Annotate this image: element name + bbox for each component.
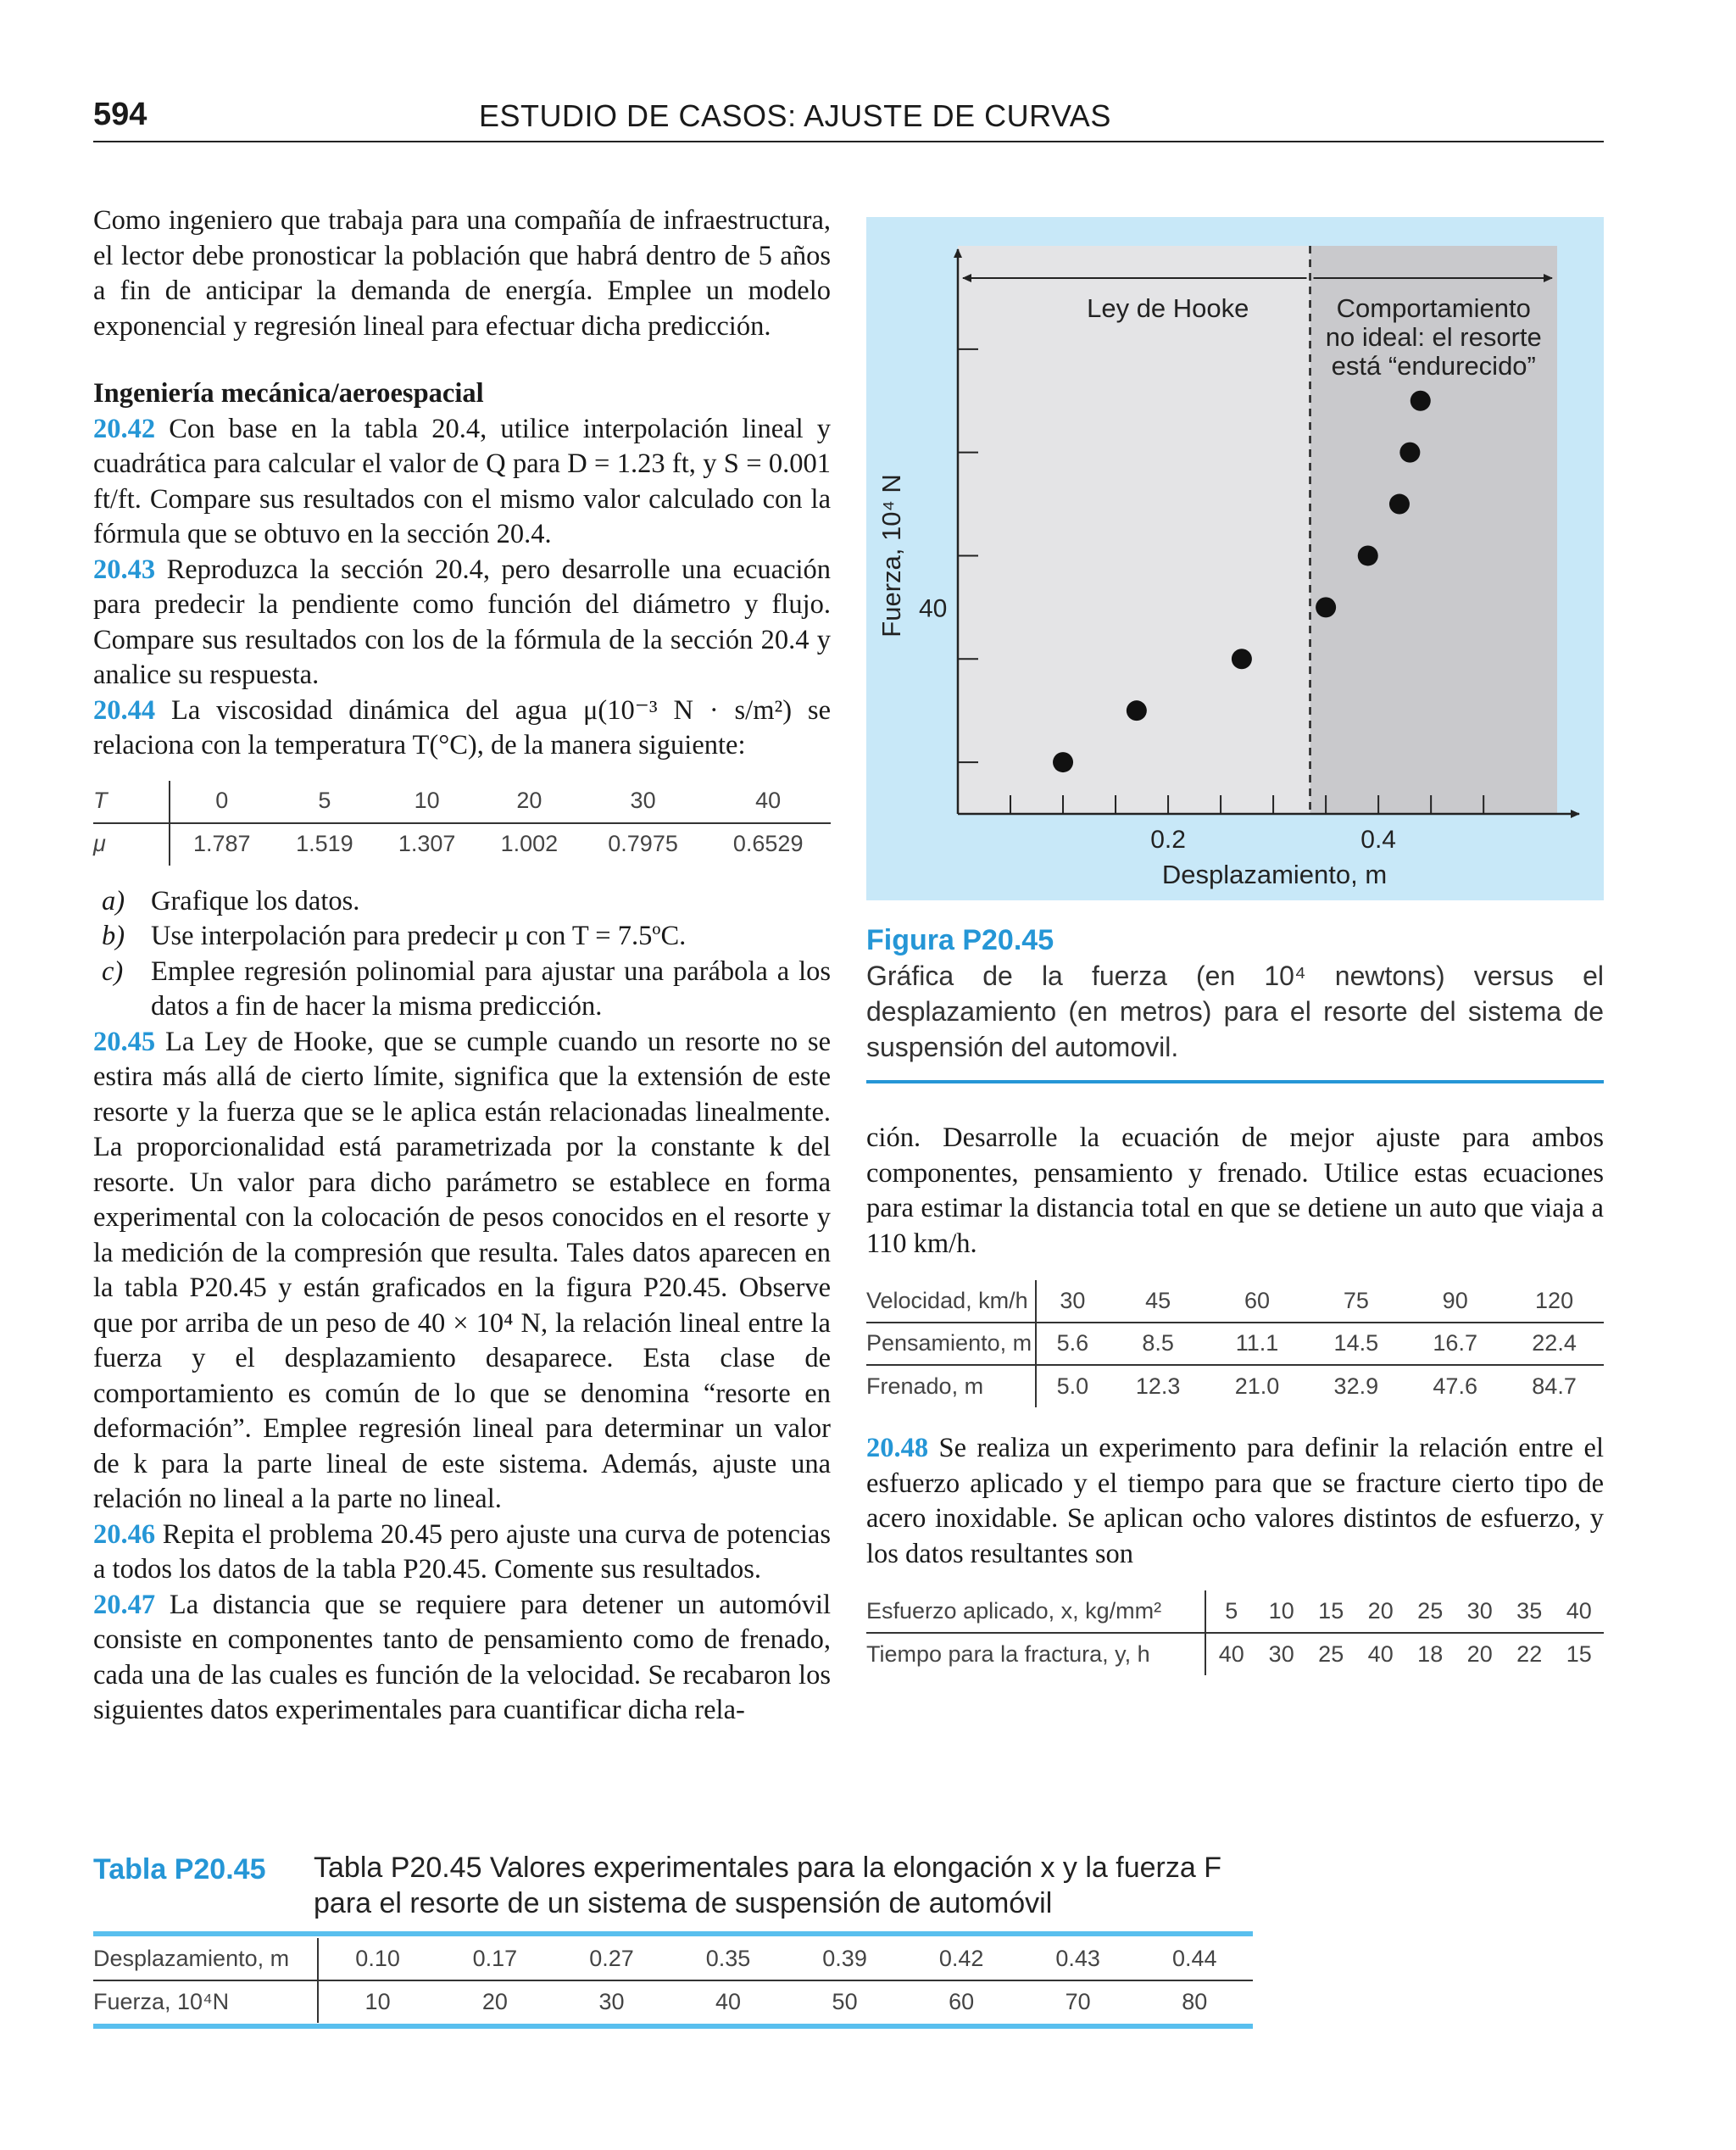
- table-cell: 40: [715, 1989, 742, 2014]
- table-row: [866, 1633, 1604, 1675]
- problem-20-47: [93, 1588, 831, 1729]
- figure-divider: [866, 1080, 1604, 1083]
- problem-number: 20.48: [866, 1433, 929, 1463]
- table-top-rule: [93, 1931, 1253, 1936]
- y-axis-label: Fuerza, 10⁴ N: [876, 474, 906, 638]
- table-cell: 5.6: [1036, 1323, 1109, 1365]
- x-axis-label: Desplazamiento, m: [1161, 860, 1388, 889]
- viscosity-table: [93, 781, 831, 866]
- data-point: [1127, 700, 1147, 721]
- table-cell: 0.42: [903, 1938, 1020, 1980]
- right-column: [866, 1121, 1604, 1675]
- table-cell: 70: [1065, 1989, 1091, 2014]
- table-cell: 12.3: [1135, 1373, 1181, 1399]
- table-cell: 0: [170, 781, 274, 823]
- table-cell: 30: [598, 1989, 625, 2014]
- table-cell: 40: [1218, 1640, 1244, 1667]
- table-cell: 0.27: [554, 1938, 670, 1980]
- region-label-nonideal: está “endurecido”: [1331, 351, 1536, 381]
- table-cell: 40: [1367, 1640, 1394, 1667]
- list-letter: b): [102, 921, 125, 951]
- table-cell: 20: [1355, 1590, 1405, 1633]
- table-row: [866, 1323, 1604, 1365]
- table-cell: 84.7: [1532, 1373, 1577, 1399]
- data-point: [1358, 545, 1378, 565]
- data-point: [1389, 494, 1410, 515]
- row-header: Desplazamiento, m: [93, 1938, 318, 1980]
- table-cell: 15: [1566, 1640, 1592, 1667]
- table-cell: 35: [1505, 1590, 1555, 1633]
- figure-caption: [866, 922, 1604, 1065]
- table-cell: 22.4: [1505, 1323, 1604, 1365]
- section-heading: Ingeniería mecánica/aeroespacial: [93, 378, 484, 409]
- problem-text: La distancia que se requiere para detener un automóvil consiste en componentes tanto de pensamiento como de frenado, cada una de las cuales es función de la velocidad. Se recabaron los siguientes datos experimentales para cuantificar dicha rela-: [93, 1589, 831, 1725]
- table-cell: 60: [1208, 1280, 1307, 1323]
- list-text: Emplee regresión polinomial para ajustar una parábola a los datos a fin de hacer la misma predicción.: [151, 955, 831, 1022]
- region-label-nonideal: Comportamiento: [1336, 293, 1531, 323]
- region-label-linear: Ley de Hooke: [1087, 293, 1249, 323]
- problem-number: 20.46: [93, 1518, 156, 1550]
- table-cell: 10: [376, 781, 478, 823]
- table-cell: 16.7: [1405, 1323, 1505, 1365]
- problem-20-45: [93, 1025, 831, 1518]
- list-item: [93, 884, 831, 920]
- page-number: 594: [93, 97, 147, 132]
- list-letter: a): [102, 885, 125, 916]
- table-cell: 0.44: [1136, 1938, 1253, 1980]
- problem-text: Se realiza un experimento para definir la relación entre el esfuerzo aplicado y el tiempo para que se fracture cierto tipo de acero inoxidable. Se aplican ocho valores distintos de esfuerzo, y los datos resultantes son: [866, 1433, 1605, 1569]
- data-point: [1232, 649, 1252, 669]
- problem-20-46: [93, 1518, 831, 1588]
- table-cell: 32.9: [1333, 1373, 1379, 1399]
- table-cell: 20: [481, 1989, 508, 2014]
- data-point: [1399, 443, 1420, 463]
- data-point: [1410, 391, 1431, 411]
- table-row: [93, 1980, 1253, 2023]
- figure-label: Figura P20.45: [866, 924, 1054, 956]
- problem-text: La viscosidad dinámica del agua μ(10⁻³ N · s/m²) se relaciona con la temperatura T(°C), de la manera siguiente:: [93, 694, 832, 760]
- table-cell: 1.002: [500, 831, 559, 857]
- problem-number: 20.43: [93, 554, 156, 585]
- problem-number: 20.45: [93, 1026, 156, 1057]
- table-cell: 20: [478, 781, 581, 823]
- problem-20-43: [93, 553, 831, 693]
- x-tick-label: 0.4: [1360, 826, 1396, 854]
- list-letter: c): [102, 955, 124, 987]
- problem-text: Con base en la tabla 20.4, utilice interpolación lineal y cuadrática para calcular el valor de Q para D = 1.23 ft, y S = 0.001 ft/ft. Compare sus resultados con el mismo valor calculado con la fórmula que se obtuvo en la sección 20.4.: [93, 413, 831, 549]
- problem-number: 20.47: [93, 1589, 156, 1620]
- list-text: Grafique los datos.: [151, 885, 360, 916]
- table-cell: 21.0: [1234, 1373, 1280, 1399]
- table-row: [93, 781, 831, 823]
- table-row: [866, 1590, 1604, 1633]
- stress-fracture-table: [866, 1590, 1604, 1675]
- linear-region: [958, 246, 1310, 814]
- table-p20-45: [93, 1850, 1253, 2014]
- page-header: [93, 95, 1604, 142]
- table-cell: 80: [1182, 1989, 1208, 2014]
- intro-paragraph: Como ingeniero que trabaja para una compañía de infraestructura, el lector debe pronosticar la población que habrá dentro de 5 años a fin de anticipar la demanda de energía. Emplee un modelo exponencial y regresión lineal para efectuar dicha predicción.: [93, 205, 831, 342]
- y-tick-label: 40: [919, 594, 948, 623]
- data-point: [1053, 752, 1073, 772]
- table-caption: Tabla P20.45 Valores experimentales para la elongación x y la fuerza F para el resorte de un sistema de suspensión de automóvil: [314, 1852, 1221, 1919]
- list-item: [93, 919, 831, 955]
- row-header: Frenado, m: [866, 1365, 1036, 1407]
- row-header: T: [93, 781, 170, 823]
- stopping-distance-table: [866, 1280, 1604, 1407]
- table-cell: 50: [832, 1989, 858, 2014]
- table-cell: 18: [1417, 1640, 1444, 1667]
- spring-force-chart: [866, 217, 1604, 900]
- table-label: Tabla P20.45: [93, 1853, 266, 1885]
- table-cell: 0.10: [318, 1938, 437, 1980]
- list-text: Use interpolación para predecir μ con T = 7.5ºC.: [151, 921, 687, 951]
- table-row: [93, 1938, 1253, 1980]
- table-cell: 30: [1455, 1590, 1505, 1633]
- problem-text: Repita el problema 20.45 pero ajuste una curva de potencias a todos los datos de la tabla P20.45. Comente sus resultados.: [93, 1518, 831, 1585]
- running-title: ESTUDIO DE CASOS: AJUSTE DE CURVAS: [479, 98, 1111, 133]
- table-cell: 5.0: [1056, 1373, 1089, 1399]
- row-header: Tiempo para la fractura, y, h: [866, 1633, 1205, 1675]
- table-cell: 8.5: [1109, 1323, 1208, 1365]
- table-cell: 40: [705, 781, 831, 823]
- data-point: [1316, 597, 1336, 617]
- table-cell: 1.307: [398, 831, 456, 857]
- problem-20-44: [93, 693, 831, 764]
- table-cell: 30: [581, 781, 706, 823]
- problem-20-42: [93, 412, 831, 553]
- row-header: Pensamiento, m: [866, 1323, 1036, 1365]
- table-cell: 25: [1318, 1640, 1344, 1667]
- table-cell: 0.43: [1020, 1938, 1137, 1980]
- table-cell: 45: [1109, 1280, 1208, 1323]
- row-header: Fuerza, 10⁴N: [93, 1980, 318, 2023]
- table-bottom-rule: [93, 2024, 1253, 2029]
- list-item: [93, 955, 831, 1025]
- table-cell: 25: [1405, 1590, 1455, 1633]
- table-cell: 120: [1505, 1280, 1604, 1323]
- problem-text: La Ley de Hooke, que se cumple cuando un resorte no se estira más allá de cierto límite, significa que la extensión de este resorte y la fuerza que se le aplica están relacionadas linealmente. La proporcionalidad está parametrizada por la constante k del resorte. Un valor para dicho parámetro se establece en forma experimental con la colocación de pesos conocidos en el resorte y la medición de la compresión que resulta. Tales datos aparecen en la tabla P20.45 y están graficados en la figura P20.45. Observe que por arriba de un peso de 40 × 10⁴ N, la relación lineal entre la fuerza y el desplazamiento desaparece. Esta clase de comportamiento es común de lo que se denomina “resorte en deformación”. Emplee regresión lineal para determinar un valor de k para la parte lineal de este sistema. Además, ajuste una relación no lineal a la parte no lineal.: [93, 1026, 831, 1514]
- region-label-nonideal: no ideal: el resorte: [1325, 322, 1542, 352]
- problem-20-48: [866, 1431, 1604, 1572]
- table-cell: 75: [1306, 1280, 1405, 1323]
- figure-caption-text: Gráfica de la fuerza (en 10⁴ newtons) versus el desplazamiento (en metros) para el resorte del sistema de suspensión del automovil.: [866, 961, 1604, 1062]
- table-cell: 47.6: [1433, 1373, 1477, 1399]
- table-cell: 10: [364, 1989, 391, 2014]
- table-cell: 40: [1554, 1590, 1604, 1633]
- left-column: [93, 203, 831, 1729]
- table-cell: 0.35: [670, 1938, 787, 1980]
- table-cell: 15: [1306, 1590, 1356, 1633]
- table-cell: 30: [1036, 1280, 1109, 1323]
- row-header: Velocidad, km/h: [866, 1280, 1036, 1323]
- row-header: μ: [93, 823, 170, 866]
- problem-20-47-continuation: ción. Desarrolle la ecuación de mejor ajuste para ambos componentes, pensamiento y frenado. Utilice estas ecuaciones para estimar la distancia total en que se detiene un auto que viaja a 110 km/h.: [866, 1122, 1604, 1259]
- spring-data-table: [93, 1938, 1253, 2023]
- table-row: [866, 1280, 1604, 1323]
- table-cell: 0.39: [787, 1938, 904, 1980]
- table-cell: 1.519: [296, 831, 353, 857]
- table-cell: 5: [274, 781, 376, 823]
- table-cell: 0.7975: [608, 831, 678, 857]
- table-cell: 30: [1268, 1640, 1294, 1667]
- row-header: Esfuerzo aplicado, x, kg/mm²: [866, 1590, 1205, 1633]
- table-cell: 60: [949, 1989, 975, 2014]
- table-cell: 14.5: [1306, 1323, 1405, 1365]
- table-cell: 5: [1205, 1590, 1256, 1633]
- table-cell: 10: [1256, 1590, 1306, 1633]
- figure-p20-45: [866, 217, 1604, 900]
- table-cell: 90: [1405, 1280, 1505, 1323]
- table-cell: 22: [1516, 1640, 1543, 1667]
- question-list: [93, 884, 831, 1025]
- table-row: [93, 823, 831, 866]
- table-cell: 0.6529: [732, 831, 804, 857]
- problem-number: 20.44: [93, 694, 156, 726]
- problem-text: Reproduzca la sección 20.4, pero desarrolle una ecuación para predecir la pendiente como función del diámetro y flujo. Compare sus resultados con los de la fórmula de la sección 20.4 y analice su respuesta.: [93, 554, 831, 690]
- table-cell: 20: [1466, 1640, 1493, 1667]
- problem-number: 20.42: [93, 413, 156, 444]
- table-row: [866, 1365, 1604, 1407]
- table-cell: 11.1: [1208, 1323, 1307, 1365]
- x-tick-label: 0.2: [1150, 826, 1186, 854]
- table-cell: 1.787: [192, 831, 251, 857]
- table-cell: 0.17: [437, 1938, 554, 1980]
